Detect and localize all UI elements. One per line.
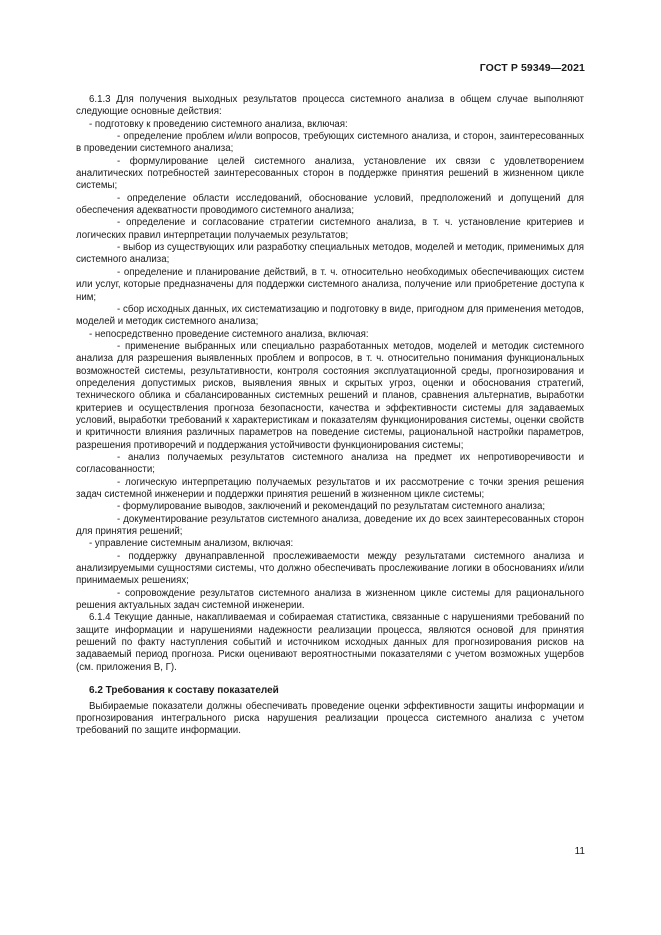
list-subitem: - выбор из существующих или разработку специальных методов, моделей и методик, применимых для системного анализа; — [76, 242, 584, 266]
document-body — [76, 94, 584, 738]
standard-header: ГОСТ Р 59349—2021 — [479, 62, 585, 74]
list-subitem: - определение проблем и/или вопросов, требующих системного анализа, и сторон, заинтересованных в проведении системного анализа; — [76, 131, 584, 155]
list-subitem: - применение выбранных или специально разработанных методов, моделей и методик системного анализа для разрешения выявленных проблем и вопросов, в т. ч. относительно понимания функциональных возможностей системы, результативности, контроля состояния эксплуатационной среды, прогнозирования и определения допустимых рисков, выявления явных и скрытых угроз, оценки и обоснования стратегий, технического облика и сбалансированных системных решений и планов, сравнения альтернатив, выработки критериев и осуществления прогноза безопасности, качества и эффективности системы для задаваемых условий, выработки требований к характеристикам и показателям функционирования системы, оценки свойств и критичности влияния различных параметров на поведение системы, рациональной настройки параметров, разрешения противоречий и поддержания устойчивости функционирования системы; — [76, 340, 584, 451]
list-subitem: - определение и планирование действий, в т. ч. относительно необходимых обеспечивающих систем или услуг, которые предназначены для поддержки системного анализа, получение или приобретение доступа к ним; — [76, 266, 584, 303]
paragraph-6-1-3: 6.1.3 Для получения выходных результатов процесса системного анализа в общем случае выполняют следующие основные действия: — [76, 94, 584, 118]
list-subitem: - логическую интерпретацию получаемых результатов и их рассмотрение с точки зрения решения задач системной инженерии и поддержки принятия решений в жизненном цикле системы; — [76, 476, 584, 500]
list-subitem: - определение и согласование стратегии системного анализа, в т. ч. установление критериев и логических правил интерпретации получаемых результатов; — [76, 217, 584, 241]
list-item-conduct: - непосредственно проведение системного анализа, включая: — [89, 328, 369, 340]
list-subitem: - документирование результатов системного анализа, доведение их до всех заинтересованных сторон для принятия решений; — [76, 513, 584, 538]
list-subitem: - поддержку двунаправленной прослеживаемости между результатами системного анализа и анализируемыми сущностями системы, что должно обеспечивать прослеживание логики в обоснованиях и/или принимаемых решениях; — [76, 550, 584, 587]
list-subitem: - анализ получаемых результатов системного анализа на предмет их непротиворечивости и согласованности; — [76, 451, 584, 476]
list-item-management: - управление системным анализом, включая: — [89, 538, 294, 550]
list-subitem: - определение области исследований, обоснование условий, предположений и допущений для обеспечения адекватности проводимого системного анализа; — [76, 192, 584, 217]
list-item-preparation: - подготовку к проведению системного анализа, включая: — [89, 118, 348, 130]
list-subitem: - формулирование целей системного анализа, установление их связи с удовлетворением аналитических потребностей заинтересованных сторон в поддержке принятия решений в жизненном цикле системы; — [76, 155, 584, 192]
paragraph-6-2: Выбираемые показатели должны обеспечивать проведение оценки эффективности защиты информации и прогнозирования интегрального риска нарушения реализации процесса системного анализа с учетом требований по защите информации. — [76, 700, 584, 737]
paragraph-6-1-4: 6.1.4 Текущие данные, накапливаемая и собираемая статистика, связанные с нарушениями требований по защите информации и нарушениями надежности реализации процесса, являются основой для принятия решений по факту наступления событий и источником исходных данных для прогнозирования рисков на задаваемый период прогноза. Риски оценивают вероятностными показателями с учетом возможных ущербов (см. приложения В, Г). — [76, 612, 584, 673]
list-subitem: - формулирование выводов, заключений и рекомендаций по результатам системного анализа; — [117, 501, 546, 513]
page-number: 11 — [574, 846, 585, 857]
section-heading-6-2: 6.2 Требования к составу показателей — [89, 685, 279, 697]
list-subitem: - сопровождение результатов системного анализа в жизненном цикле системы для рационального решения актуальных задач системной инженерии. — [76, 587, 584, 612]
list-subitem: - сбор исходных данных, их систематизацию и подготовку в виде, пригодном для применения методов, моделей и методик системного анализа; — [76, 303, 584, 328]
